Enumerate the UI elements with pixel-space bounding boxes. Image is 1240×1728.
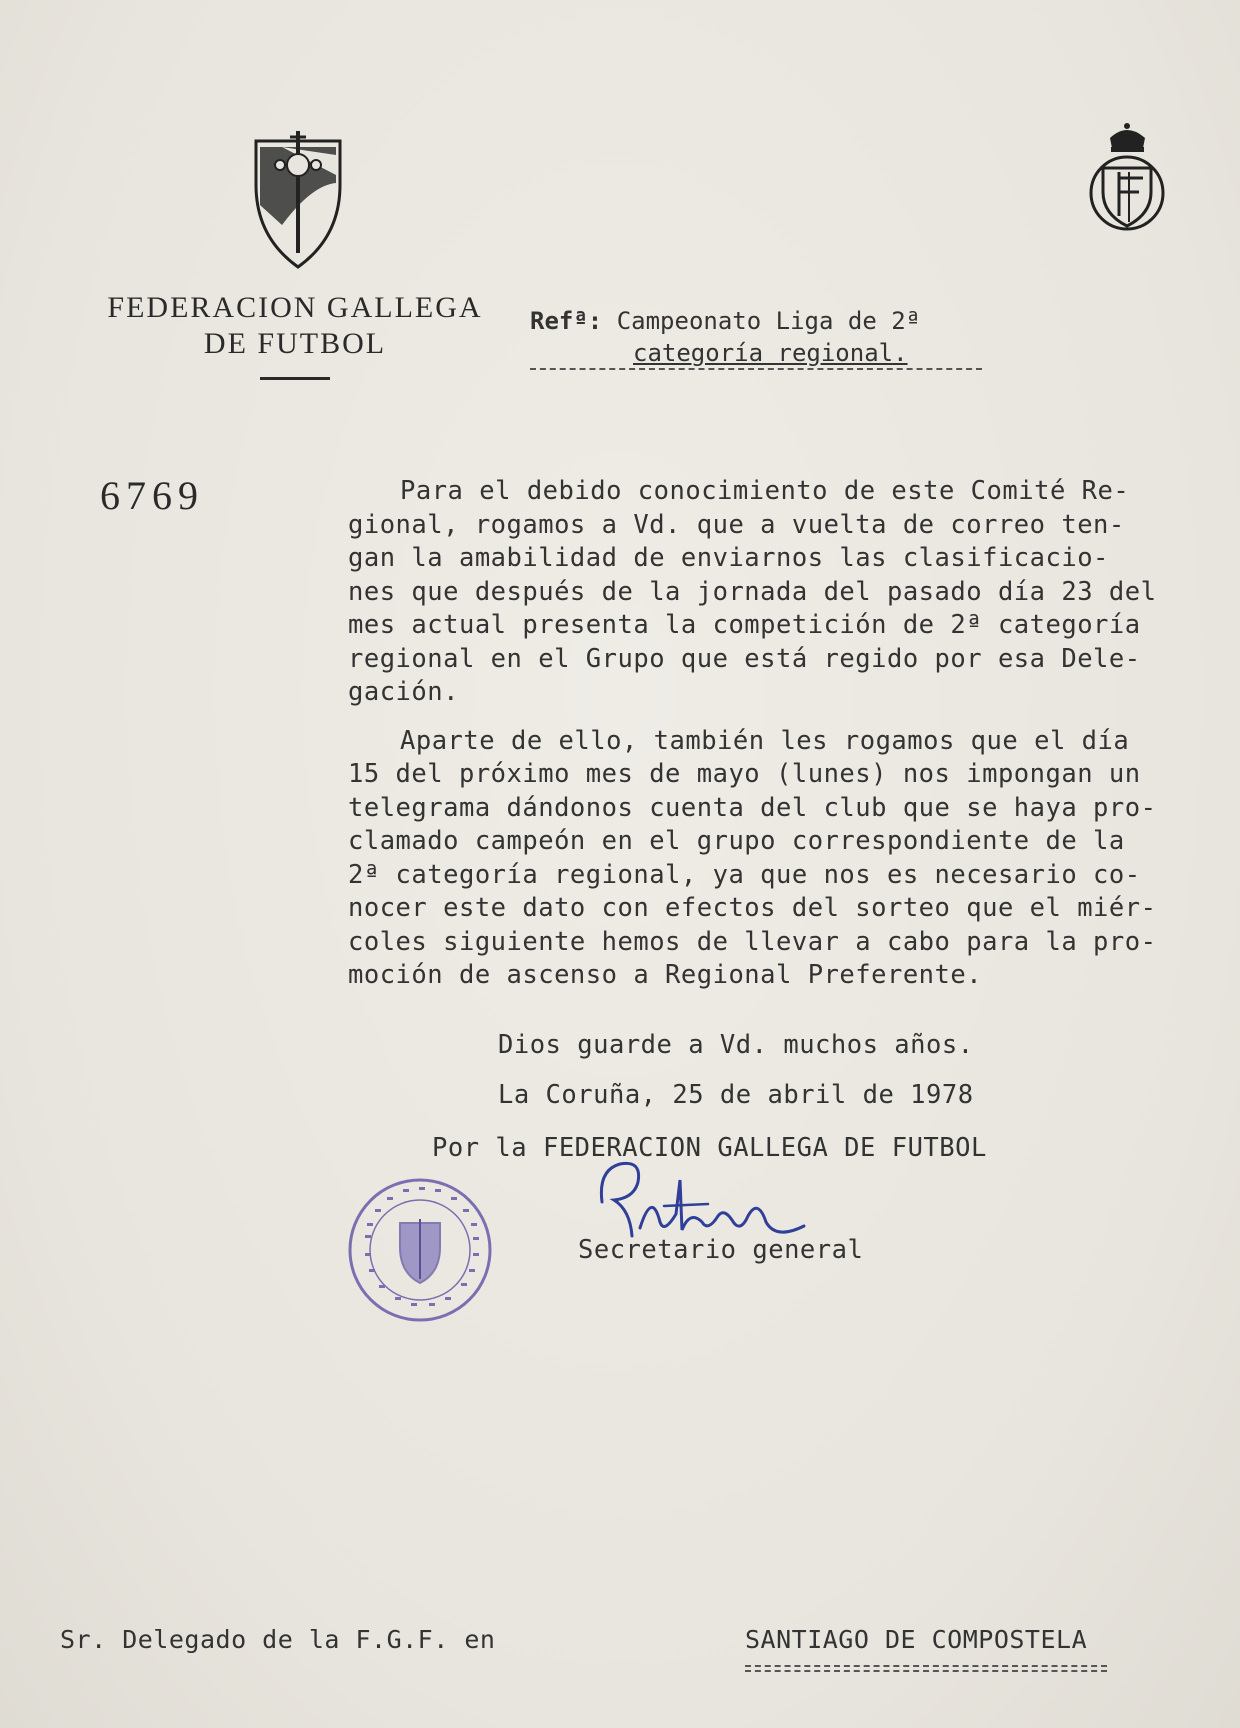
federation-rubber-stamp bbox=[345, 1175, 495, 1325]
closing-place-date: La Coruña, 25 de abril de 1978 bbox=[498, 1080, 974, 1110]
addressee-underline-2 bbox=[745, 1670, 1107, 1672]
closing-by-line: Por la FEDERACION GALLEGA DE FUTBOL bbox=[432, 1133, 987, 1163]
paragraph-1 bbox=[348, 475, 1198, 710]
letterhead-divider bbox=[260, 377, 330, 380]
body-line: Para el debido conocimiento de este Comité Re- bbox=[400, 476, 1130, 506]
registry-number: 6769 bbox=[100, 473, 204, 518]
addressee-city: SANTIAGO DE COMPOSTELA bbox=[745, 1625, 1088, 1654]
reference-block bbox=[530, 305, 1000, 369]
rfef-crest-logo bbox=[1085, 120, 1170, 235]
addressee-underline-1 bbox=[745, 1665, 1107, 1667]
letterhead bbox=[95, 290, 495, 362]
body-line: regional en el Grupo que está regido por esa Dele- bbox=[348, 643, 1141, 674]
letterhead-line1: FEDERACION GALLEGA bbox=[107, 291, 483, 324]
body-line: moción de ascenso a Regional Preferente. bbox=[348, 960, 983, 990]
body-line: gan la amabilidad de enviarnos las clasificacio- bbox=[348, 543, 1109, 573]
addressee-prefix: Sr. Delegado de la F.G.F. en bbox=[60, 1625, 496, 1654]
body-line: gional, rogamos a Vd. que a vuelta de correo ten- bbox=[348, 509, 1125, 540]
body-line: 15 del próximo mes de mayo (lunes) nos impongan un bbox=[348, 759, 1141, 789]
federation-shield-logo bbox=[252, 125, 344, 270]
body-line: telegrama dándonos cuenta del club que se haya pro- bbox=[348, 792, 1157, 823]
body-line: nes que después de la jornada del pasado día 23 del bbox=[348, 576, 1157, 607]
body-line: Aparte de ello, también les rogamos que el día bbox=[400, 725, 1130, 756]
handwritten-signature bbox=[590, 1150, 840, 1255]
closing-salutation: Dios guarde a Vd. muchos años. bbox=[498, 1030, 974, 1060]
body-line: mes actual presenta la competición de 2ª categoría bbox=[348, 610, 1141, 640]
reference-underline bbox=[530, 368, 982, 370]
letterhead-line2: DE FUTBOL bbox=[203, 327, 387, 360]
body-line: clamado campeón en el grupo correspondiente de la bbox=[348, 826, 1125, 856]
signatory-title: Secretario general bbox=[578, 1235, 864, 1265]
reference-line1: Campeonato Liga de 2ª bbox=[616, 307, 921, 335]
reference-line2: categoría regional. bbox=[633, 339, 908, 367]
body-line: 2ª categoría regional, ya que nos es necesario co- bbox=[348, 859, 1141, 890]
letter-body bbox=[348, 475, 1198, 1008]
paragraph-2 bbox=[348, 725, 1198, 993]
body-line: gación. bbox=[348, 677, 459, 707]
reference-label: Refª: bbox=[530, 307, 603, 335]
body-line: nocer este dato con efectos del sorteo que el miér- bbox=[348, 893, 1157, 923]
body-line: coles siguiente hemos de llevar a cabo para la pro- bbox=[348, 926, 1157, 957]
